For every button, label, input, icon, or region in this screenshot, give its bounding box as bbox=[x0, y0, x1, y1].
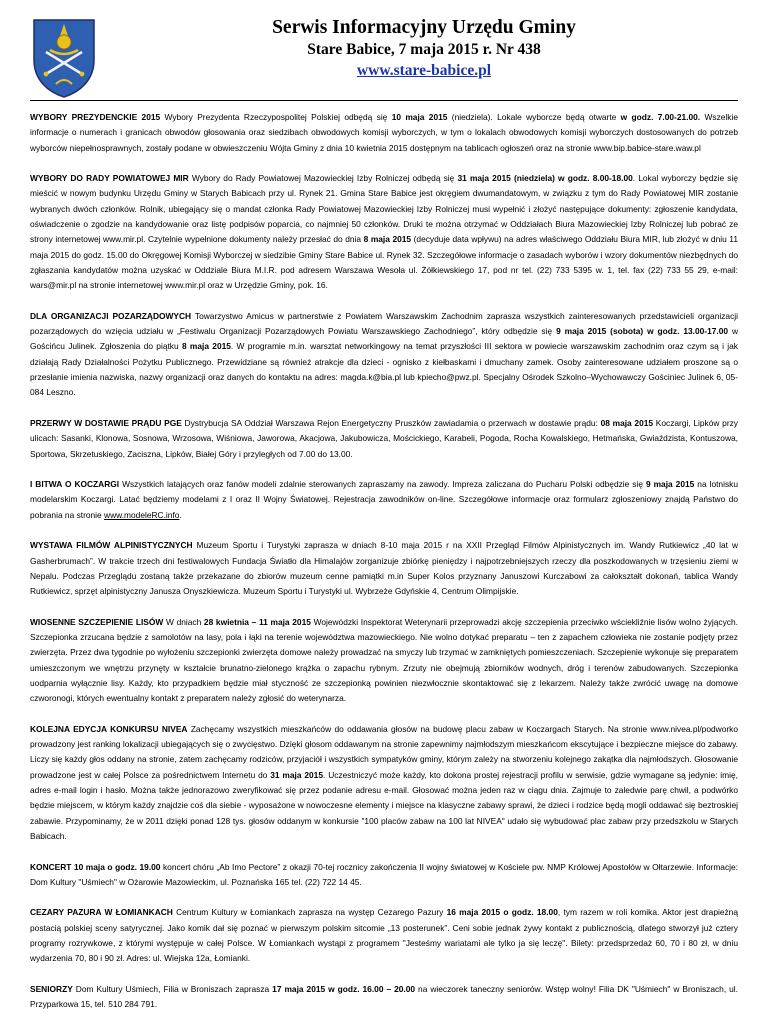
article-paragraph bbox=[30, 416, 738, 462]
article-paragraph bbox=[30, 477, 738, 523]
article-heading: KOLEJNA EDYCJA KONKURSU NIVEA bbox=[30, 723, 188, 734]
article-text: W dniach bbox=[163, 616, 204, 627]
article-heading: KONCERT 10 maja o godz. 19.00 bbox=[30, 861, 161, 872]
article-text: Muzeum Sportu i Turystyki zaprasza w dniach 8-10 maja 2015 r na XXII Przegląd Filmów Alpinistycznych im. Wandy Rutkiewicz „40 lat w Gasherbrumach”. W trakcie trzech dni festiwalowych Fundacja Światło dla Himalajów zorganizuje zbiórkę pieniędzy i najpotrzebniejszych rzeczy dla poszkodowanych w trzęsieniu ziemi w Nepalu. Podczas Przeglądu zostaną także przekazane do zbiorów muzeum cenne pamiątki m.in Super Kolos przyznany Januszowi Kurczabowi za całokształt dokonań, tablica Wandy Rutkiewicz, sprzęt alpinistyczny Janusza Onyszkiewicza. Muzeum Sportu i Turystyki ul. Wybrzeże Gdyńskie 4, Centrum Olimpijskie. bbox=[30, 540, 738, 597]
article-text: . W programie m.in. warsztat networkingowy na temat przyszłości III sektora w powiecie warszawskim zachodnim oraz czym są i jak działają Rady Działalności Pożytku Publicznego. Przewidziane są również atrakcje dla dzieci - ognisko z kiełbaskami i dmuchany zamek. Osoby zainteresowane udziałem proszone są o przesłanie imienia nazwiska, nazwy organizacji oraz danych do kontaktu na adres: magda.k@bia.pl lub kpiecho@pwz.pl. Specjalny Ośrodek Szkolno–Wychowawczy Gościniec Julinek 6, 05-084 Leszno. bbox=[30, 341, 738, 398]
article-link[interactable]: www.modeleRC.info bbox=[104, 509, 180, 520]
article-text: Wszystkich latających oraz fanów modeli zdalnie sterowanych zapraszamy na zawody. Impreza zaliczana do Pucharu Polski odbędzie się bbox=[119, 479, 646, 490]
article-text: Dom Kultury Uśmiech, Filia w Broniszach zaprasza bbox=[72, 983, 273, 994]
article-heading: WYBORY PREZYDENCKIE 2015 bbox=[30, 112, 161, 122]
article-text: na lotnisku modelarskim Koczargi. Latać będziemy modelami z I oraz II Wojny Światowej. Rejestracja zawodników on-line. Szczegółowe informacje oraz formularz zgłoszeniowy znajdą Państwo do pobrania na stronie bbox=[30, 479, 738, 520]
article-paragraph bbox=[30, 860, 738, 891]
article-emphasis: 08 maja 2015 bbox=[600, 417, 654, 428]
articles-list bbox=[30, 110, 738, 1028]
issue-date-number: Stare Babice, 7 maja 2015 r. Nr 438 bbox=[307, 41, 541, 58]
article-emphasis: 9 maja 2015 bbox=[645, 479, 695, 490]
article-paragraph bbox=[30, 722, 738, 844]
article-heading: DLA ORGANIZACJI POZARZĄDOWYCH bbox=[30, 310, 192, 321]
article-emphasis: 9 maja 2015 (sobota) w godz. 13.00-17.00 bbox=[556, 326, 729, 337]
article-heading: SENIORZY bbox=[30, 983, 73, 994]
article-text: . bbox=[179, 509, 182, 520]
article-emphasis: 8 maja 2015 bbox=[363, 234, 412, 245]
article-text: na wieczorek taneczny seniorów. Wstęp wolny! Filia DK "Uśmiech" w Broniszach, ul. Przyparkowa 15, tel. 510 284 791. bbox=[30, 983, 738, 1010]
newsletter-title: Serwis Informacyjny Urzędu Gminy bbox=[272, 17, 576, 38]
article-text: w Gościńcu Julinek. Zgłoszenia do piątku bbox=[30, 326, 739, 352]
article-text: koncert chóru „Ab Imo Pectore” z okazji 70-tej rocznicy zakończenia II wojny światowej w Kościele pw. NMP Królowej Apostołów w Ołtarzewie. Informacje: Dom Kultury "Uśmiech" w Ożarowie Mazowieckim, ul. Poznańska 165 tel. (22) 722 14 45. bbox=[30, 861, 738, 887]
article-paragraph bbox=[30, 309, 738, 401]
article-text: , tym razem w roli komika. Aktor jest drapieżną postacią polskiej sceny satyrycznej. Jako komik dał się poznać w pierwszym polskim sitcomie „13 posterunek”. Ceni sobie jednak żywy kontakt z publicznością, dlatego stworzył już cztery programy rozrywkowe, z którymi występuje w całej Polsce. W Łomiankach wystąpi z programem "Jesteśmy wariatami ale tylko ja się leczę". Bilety: przedsprzedaż 60, 70 i 80 zł, w dniu wydarzenia 70, 80 i 90 zł. Adres: ul. Wiejska 12a, Łomianki. bbox=[30, 907, 738, 964]
article-text: (decyduje data wpływu) na adres właściwego Oddziału Biura MIR, lub złożyć w dniu 11 maja 2015 do godz. 15.00 do Okręgowej Komisji Wyborczej w siedzibie Gminy Stare Babice ul. Rynek 32. Szczegółowe informacje o zasadach wyborów i wzory dokumentów niezbędnych do zgłaszania kandydatów można uzyskać w Oddziale Biura M.I.R. pod adresem Warszawa Wesoła ul. Żółkiewskiego 17, pod nr tel. (22) 733 5395 w. 1, tel. fax (22) 733 55 29, e-mail: wars@mir.pl na stronie internetowej www.mir.pl oraz w Urzędzie Gminy, pok. 16. bbox=[30, 234, 738, 291]
article-text: Centrum Kultury w Łomiankach zaprasza na występ Cezarego Pazury bbox=[172, 907, 447, 918]
article-heading: WYSTAWA FILMÓW ALPINISTYCZNYCH bbox=[30, 540, 193, 551]
stare-babice-coat-of-arms-icon bbox=[30, 14, 98, 98]
article-heading: CEZARY PAZURA W ŁOMIANKACH bbox=[30, 907, 173, 918]
article-text: . Uczestniczyć może każdy, kto dokona prostej rejestracji profilu w serwisie, gdzie wymagane są jedynie: imię, adres e-mail login i hasło. Można także jednorazowo zweryfikować się przez podanie adresu e-mail. Głosować można jeden raz w ciągu dnia. Zajmuje to zaledwie parę chwil, a podwórko będzie miejscem, w którym każdy znajdzie coś dla siebie - wyposażone w nowoczesne elementy i miejsce na klasyczne zabawy sprawi, że dzieci i rodzice będą mogli oddawać się beztroskiej zabawie. Przypominamy, że w 2011 dzięki ponad 128 tys. głosów oddanym w konkursie "100 placów zabaw na 100 lat NIVEA" udało się wybudować plac zabaw przy przedszkolu w Starych Babicach. bbox=[30, 769, 738, 841]
article-emphasis: 17 maja 2015 w godz. 16.00 – 20.00 bbox=[272, 983, 416, 994]
article-heading: WIOSENNE SZCZEPIENIE LISÓW bbox=[30, 616, 164, 627]
article-emphasis: 10 maja 2015 bbox=[391, 112, 448, 122]
article-emphasis: 28 kwietnia – 11 maja 2015 bbox=[203, 616, 311, 627]
article-text: . Lokal wyborczy będzie się mieścić w nowym budynku Urzędu Gminy w Starych Babicach przy ul. Rynek 21. Gmina Stare Babice jest okręgiem dwumandatowym, w związku z tym do Rady Powiatowej MIR zostanie wybranych dwóch członków. Rolnik, ubiegający się o mandat członka Rady Powiatowej Mazowieckiej Izby Rolniczej musi wypełnić i złożyć następujące dokumenty: zgłoszenie kandydata, oświadczenie o zgodzie na kandydowanie oraz listę podpisów poparcia, co najmniej 50 członków. Druki te można otrzymać w Oddziałach Biura Mazowieckiej Izby Rolniczej lub pobrać ze strony internetowej www.mir.pl. Czytelnie wypełnione dokumenty należy przesłać do dnia bbox=[30, 173, 738, 245]
article-emphasis: w godz. 7.00-21.00. bbox=[620, 112, 701, 122]
newsletter-header bbox=[30, 14, 738, 100]
article-text: Wybory do Rady Powiatowej Mazowieckiej Izby Rolniczej odbędą się bbox=[188, 173, 458, 184]
article-text: Wszelkie informacje o numerach i granicach obwodów głosowania oraz siedzibach obwodowych komisji wyborczych, w tym o lokalach obwodowych komisji wyborczych dostosowanych do potrzeb wyborców niepełnosprawnych, zostały podane w obwieszczeniu Wójta Gminy z dnia 10 kwietnia 2015 dostępnym na tablicach ogłoszeń oraz na stronie www.bip.babice-stare.waw.pl bbox=[30, 112, 738, 153]
article-paragraph bbox=[30, 171, 738, 293]
article-emphasis: 16 maja 2015 o godz. 18.00 bbox=[446, 907, 558, 918]
article-heading: PRZERWY W DOSTAWIE PRĄDU PGE bbox=[30, 417, 182, 428]
article-text: Koczargi, Lipków przy ulicach: Sasanki, Klonowa, Sosnowa, Wrzosowa, Wiśniowa, Jaworowa, Akacjowa, Jakubowicza, Mościckiego, Karabeli, Pogoda, Rocha Kowalskiego, Hetmańska, Gwiaździsta, Kontuszowa, Sportowa, Skrzetuskiego, Zaciszna, Lipków, Białej Góry i przyległych od 7.00 do 13.00. bbox=[30, 417, 738, 459]
article-paragraph bbox=[30, 110, 738, 156]
article-paragraph bbox=[30, 615, 738, 707]
article-text: Towarzystwo Amicus w partnerstwie z Powiatem Warszawskim Zachodnim zaprasza wszystkich zainteresowanych przedstawicieli organizacji pozarządowych do wzięcia udziału w „Festiwalu Organizacji Pozarządowych Powiatu Warszawskiego Zachodniego”, który odbędzie się bbox=[30, 310, 738, 337]
article-paragraph bbox=[30, 982, 738, 1013]
article-text: Wybory Prezydenta Rzeczypospolitej Polskiej odbędą się bbox=[160, 112, 392, 122]
article-heading: I BITWA O KOCZARGI bbox=[30, 479, 120, 490]
article-text: Dystrybucja SA Oddział Warszawa Rejon Energetyczny Pruszków zawiadamia o przerwach w dostawie prądu: bbox=[181, 417, 601, 428]
article-heading: WYBORY DO RADY POWIATOWEJ MIR bbox=[30, 173, 189, 184]
article-text: Zachęcamy wszystkich mieszkańców do oddawania głosów na budowę placu zabaw w Koczargach Starych. Na stronie www.nivea.pl/podworko prowadzony jest ranking lokalizacji ubiegających się o zwycięstwo. Dzięki głosom oddawanym na stronie zapewnimy najmłodszym mieszkańcom ekscytujące i bezpieczne miejsce do zabawy. Liczy się każdy głos oddany na stronie, zatem zachęcamy rodziców, przyjaciół i wszystkich sympatyków gminy, którym zależy na stworzeniu kolejnego zakątka dla najmłodszych. Głosowanie prowadzone jest w całej Polsce za pośrednictwem Internetu do bbox=[30, 723, 738, 780]
article-text: Wojewódzki Inspektorat Weterynarii przeprowadzi akcję szczepienia przeciwko wściekliźnie lisów wolno żyjących. Szczepionka zrzucana będzie z samolotów na lasy, pola i łąki na terenie województwa mazowieckiego. Nie wolno dotykać preparatu – ten z zapachem człowieka nie zostanie podjęty przez zwierzęta. Przez dwa tygodnie po wyłożeniu szczepionki zwierzęta domowe należy prowadzać na smyczy lub trzymać w zamkniętych pomieszczeniach. Szczepienie wykonuje się preparatem umieszczonym we wnętrzu przynęty w kształcie brunatno-zielonego krążka o zapachu rybnym. Zrzuty nie obejmują zbiorników wodnych, dróg i terenów zabudowanych. Szczepionka uodparnia wyłącznie lisy. Każdy, kto przypadkiem będzie miał styczność ze szczepionką powinien niezwłocznie skontaktować się z lekarzem. Należy także zwrócić uwagę na domowe czworonogi, których ewentualny kontakt z preparatem należy zgłosić do weterynarza. bbox=[30, 616, 738, 704]
article-emphasis: 31 maja 2015 (niedziela) w godz. 8.00-18.00 bbox=[457, 173, 633, 184]
article-emphasis: 31 maja 2015 bbox=[270, 769, 324, 780]
article-paragraph bbox=[30, 905, 738, 966]
article-text: (niedziela). Lokale wyborcze będą otwarte bbox=[447, 112, 621, 122]
header-divider bbox=[30, 100, 738, 101]
article-emphasis: 8 maja 2015 bbox=[181, 341, 231, 352]
website-link[interactable]: www.stare-babice.pl bbox=[356, 62, 492, 79]
article-paragraph bbox=[30, 538, 738, 599]
